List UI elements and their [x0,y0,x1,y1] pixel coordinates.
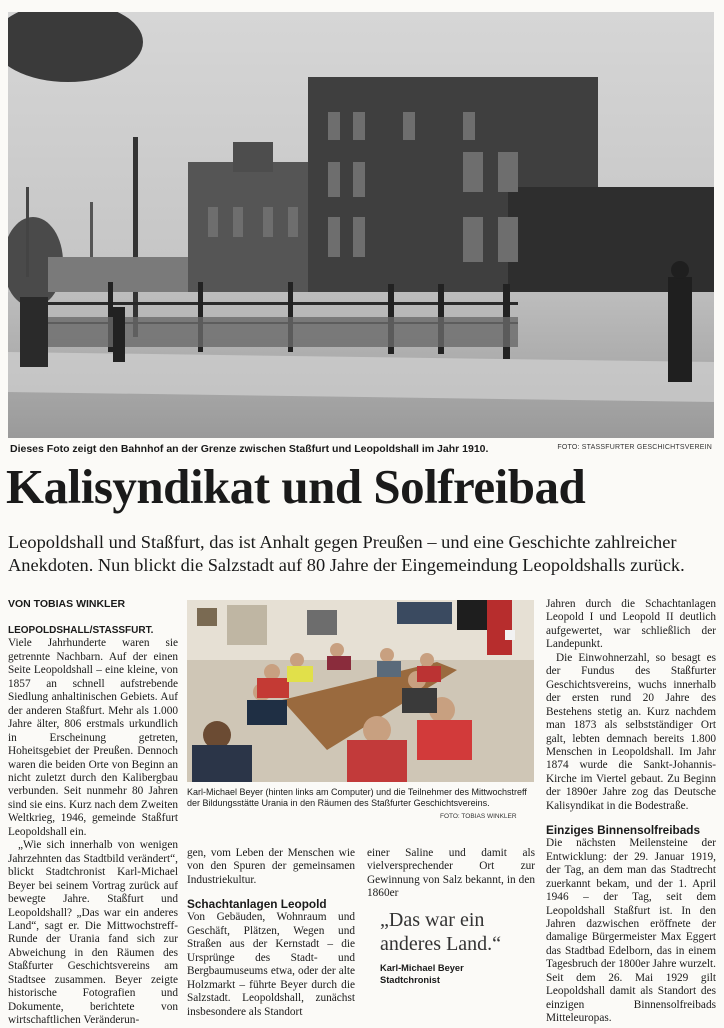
quote-author: Karl-Michael Beyer [380,963,464,973]
meeting-photo-credit: FOTO: TOBIAS WINKLER [440,813,517,820]
text-column-1 [8,624,178,1028]
paragraph: einer Saline und damit als vielversprechender Ort zur Gewinnung von Salz bekannt, in den 1860er [367,847,535,900]
paragraph-text: Viele Jahrhunderte waren sie getrennte Nachbarn. Auf der einen Seite Leopoldshall – eine kleine, von 1857 an schnell aufstrebende Siedlung anhaltinischen Gebiets. Auf der anderen Staßfurt. Mehr als 1.000 Jahre älter, 806 erstmals urkundlich in Erscheinung getreten, Hoheitsgebiet der Preußen. Dennoch waren die beiden Orte von Beginn an nicht zuletzt durch den Kalibergbau verbunden. Seit nunmehr 80 Jahren sind sie eins. Kurz nach dem Zweiten Weltkrieg, 1946, gemeinde Staßfurt Leopoldshall ein. [8,637,178,838]
paragraph: Jahren durch die Schachtanlagen Leopold I und Leopold II deutlich aufgewertet, war schließlich der Landepunkt. [546,598,716,651]
article-headline: Kalisyndikat und Solfreibad [6,459,586,514]
paragraph: Von Gebäuden, Wohnraum und Geschäft, Plätzen, Wegen und Straßen aus der Kernstadt – die Ursprünge des Stadt- und Bergbaumuseums etwa, oder der alte Holzmarkt – führte Beyer durch die Salzstadt. Leopoldshall, zunächst insbesondere als Standort [187,911,355,1018]
paragraph: Die nächsten Meilensteine der Entwicklung: der 29. Januar 1919, der Tag, an dem man das Stadtrecht zuerkannt bekam, und der 1. April 1946 – der Tag, seit dem Leopoldshall Staßfurt ist. In den Jahren dazwischen eröffnete der damalige Bürgermeister Max Eggert das Stadtbad Edelborn, das in einem Tagesbruch der 1800er Jahre wurzelt. Seit dem 26. Mai 1929 gilt Leopoldshall damit als Standort des einzigen Binnensolfreibads Mitteleuropas. [546,837,716,1025]
subheading: Schachtanlagen Leopold [187,897,327,912]
photo-credit: FOTO: STASSFURTER GESCHICHTSVEREIN [557,444,712,451]
text-column-4 [546,598,716,1026]
pull-quote [380,908,530,986]
article-lead: Leopoldshall und Staßfurt, das ist Anhalt gegen Preußen – und eine Geschichte zahlreicher Anekdoten. Nun blickt die Salzstadt auf 80 Jahre der Eingemeindung Leopoldshalls zurück. [8,532,685,575]
paragraph: Die Einwohnerzahl, so besagt es der Fundus des Staßfurter Geschichtsvereins, wuchs innerhalb der ersten rund 20 Jahre des Bestehens stetig an. Kurz nachdem man 1873 als selbstständiger Ort galt, lebten demnach bereits 1.800 Menschen in Leopoldshall. Im Jahr 1874 wurde die Sankt-Johannis-Kirche im Viertel gebaut. Zu Beginn der 1890er Jahre zog das Deutsche Kalisyndikat in die Bodestraße. [546,651,716,812]
photo-caption: Dieses Foto zeigt den Bahnhof an der Grenze zwischen Staßfurt und Leopoldshall im Jahr 1910. [10,443,489,455]
quote-text: „Das war ein anderes Land.“ [380,909,502,955]
paragraph: „Wie sich innerhalb von wenigen Jahrzehnten das Stadtbild verändert“, blickt Stadtchronist Karl-Michael Beyer bei seinem Vortrag zurück auf bewegte Jahre. Staßfurt und Leopoldshall? „Das war ein anderes Land“, sagt er. Die Mittwochstreff-Runde der Urania fand sich zur Abweichung in den Räumen des Staßfurter Geschichtsvereins am Stadtsee zusammen. Beyer zeigte historische Fotografien und Dokumente, berichtete von wirtschaftlichen Veränderun- [8,839,178,1027]
paragraph: gen, vom Leben der Menschen wie von den Spuren der gemeinsamen Industriekultur. [187,847,355,886]
meeting-photo [187,600,534,782]
historic-station-photo [8,12,714,438]
paragraph [8,624,178,839]
byline: VON TOBIAS WINKLER [8,598,126,610]
text-column-3 [367,847,535,901]
subheading: Einziges Binnensolfreibads [546,823,701,838]
quote-author-role: Stadtchronist [380,975,440,985]
meeting-photo-caption: Karl-Michael Beyer (hinten links am Computer) und die Teilnehmer des Mittwochstreff der Bildungsstätte Urania in den Räumen des Staßfurter Geschichtsvereins. [187,787,527,809]
dateline: LEOPOLDSHALL/STASSFURT. [8,625,154,636]
text-column-2 [187,847,355,1019]
